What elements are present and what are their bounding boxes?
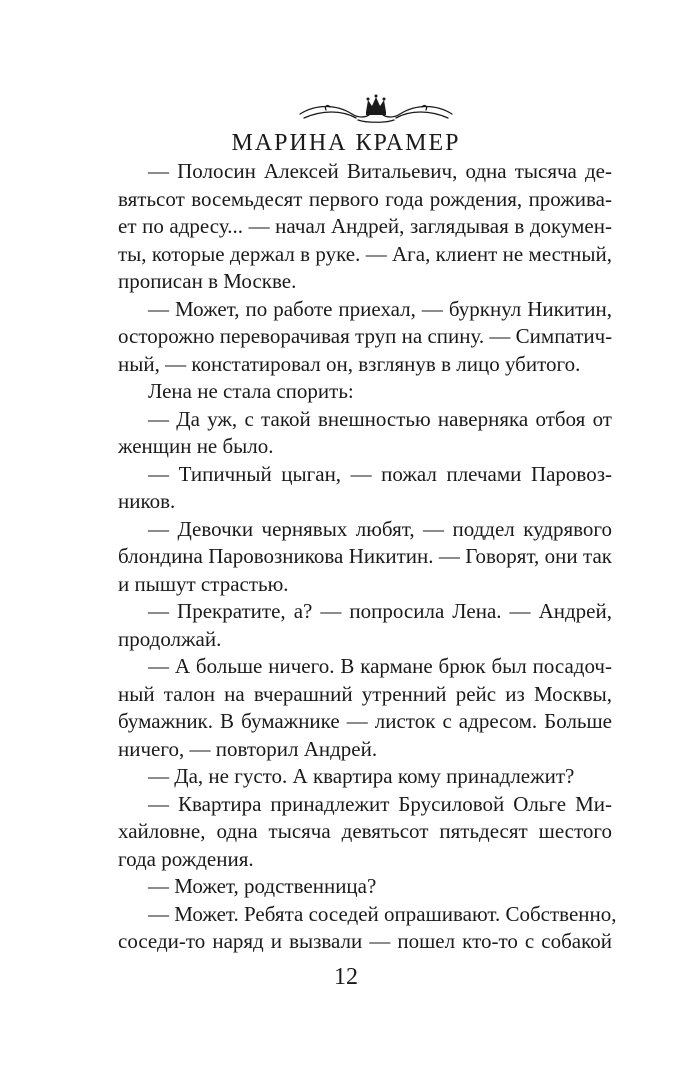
text-line: — Может, родственница?: [148, 874, 377, 898]
text-line: — Полосин Алексей Витальевич, одна тысяча де-: [148, 159, 612, 183]
running-header-author: МАРИНА КРАМЕР: [231, 130, 461, 156]
crown-ornament-icon: [296, 92, 456, 126]
text-line: прописан в Москве.: [118, 269, 297, 293]
text-line: ет по адресу... — начал Андрей, заглядывая в докумен-: [118, 214, 612, 238]
text-line: года рождения.: [118, 846, 254, 871]
text-line: продолжай.: [118, 626, 222, 651]
text-line: вятьсот восемьдесят первого года рождения, прожива-: [118, 186, 612, 211]
text-line: — Да уж, с такой внешностью наверняка отбоя от: [148, 406, 612, 431]
text-line: женщин не было.: [118, 434, 274, 458]
text-line: — Прекратите, а? — попросила Лена. — Андрей,: [148, 599, 612, 623]
text-line: бумажник. В бумажнике — листок с адресом. Больше: [118, 709, 612, 733]
text-line: хайловне, одна тысяча девятьсот пятьдесят шестого: [118, 819, 612, 843]
text-line: соседи-то наряд и вызвали — пошел кто-то с собакой: [118, 929, 612, 953]
text-line: осторожно переворачивая труп на спину. — Симпатич-: [118, 324, 613, 348]
text-line: и пышут страстью.: [118, 571, 289, 596]
text-line: — Типичный цыган, — пожал плечами Паровоз-: [148, 461, 612, 486]
text-line: Лена не стала спорить:: [148, 379, 354, 403]
page-number: 12: [334, 964, 358, 990]
body-text: [118, 158, 617, 956]
text-line: — Квартира принадлежит Брусиловой Ольге Ми-: [148, 791, 612, 816]
text-line: ников.: [118, 489, 176, 513]
text-line: ты, которые держал в руке. — Ага, клиент не местный,: [118, 241, 612, 266]
text-line: — Может, по работе приехал, — буркнул Никитин,: [148, 296, 612, 321]
text-line: — Может. Ребята соседей опрашивают. Собственно,: [148, 901, 617, 926]
text-line: ный талон на вчерашний утренний рейс из Москвы,: [118, 681, 612, 706]
text-line: — А больше ничего. В кармане брюк был посадоч-: [148, 654, 612, 678]
text-line: ный, — констатировал он, взглянув в лицо убитого.: [118, 351, 581, 376]
text-line: — Да, не густо. А квартира кому принадлежит?: [148, 764, 575, 788]
text-line: блондина Паровозникова Никитин. — Говорят, они так: [118, 544, 612, 568]
text-line: — Девочки чернявых любят, — поддел кудрявого: [148, 516, 612, 541]
text-line: ничего, — повторил Андрей.: [118, 736, 378, 761]
